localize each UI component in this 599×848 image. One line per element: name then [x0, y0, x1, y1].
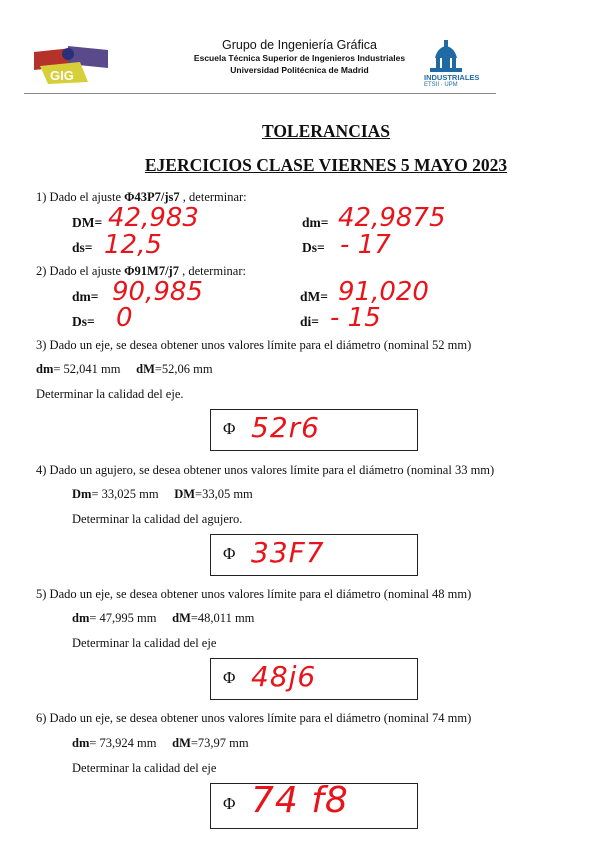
- ex5-phi: Φ: [223, 668, 236, 687]
- ex2-Ds-value: 0: [116, 303, 133, 333]
- ex4-phi: Φ: [223, 544, 236, 563]
- ex6-dM-label: dM: [172, 736, 191, 750]
- ex6-answer-box: [210, 780, 418, 829]
- ex3-answer-box: [210, 409, 418, 451]
- ex5-dm-label: dm: [72, 611, 90, 625]
- ex1-suffix: , determinar:: [179, 190, 247, 204]
- ex4-answer: 33F7: [251, 536, 325, 569]
- ex2-DM-value: 91,020: [338, 277, 429, 307]
- ex5-statement: 5) Dado un eje, se desea obtener unos valores límite para el diámetro (nominal 48 mm): [36, 587, 472, 601]
- svg-text:GIG: GIG: [50, 68, 74, 83]
- ex2-suffix: , determinar:: [178, 264, 246, 278]
- ex3-dM-value: =52,06 mm: [154, 362, 213, 376]
- ex3-dm-value: = 52,041 mm: [53, 362, 121, 376]
- ex2-prefix: 2) Dado el ajuste: [36, 264, 125, 278]
- ex1-ds-label: ds=: [72, 240, 93, 255]
- ex4-question: Determinar la calidad del agujero.: [72, 512, 243, 526]
- ex6-statement: 6) Dado un eje, se desea obtener unos valores límite para el diámetro (nominal 74 mm): [36, 711, 472, 725]
- ex5-answer: 48j6: [251, 660, 317, 693]
- header-school-name: Escuela Técnica Superior de Ingenieros Industriales: [193, 53, 406, 63]
- ex6-dM-value: =73,97 mm: [190, 736, 249, 750]
- ex1-dm-value: 42,9875: [338, 203, 446, 233]
- ex6-dm-label: dm: [72, 736, 90, 750]
- ex4-answer-box: [210, 534, 418, 576]
- ex5-answer-box: [210, 658, 418, 700]
- ex3-phi: Φ: [223, 419, 236, 438]
- ex2-fit: Φ91M7/j7: [124, 264, 179, 278]
- ex2-di-value: - 15: [330, 303, 381, 333]
- industriales-logo-sub: ETSII · UPM: [424, 82, 458, 88]
- industriales-logo-text: INDUSTRIALES: [424, 73, 480, 82]
- header-group-name: Grupo de Ingeniería Gráfica: [222, 38, 377, 52]
- ex1-DM-value: 42,983: [108, 203, 199, 233]
- ex1-fit: Φ43P7/js7: [124, 190, 180, 204]
- ex4-dM-label: DM: [174, 487, 196, 501]
- header-university-name: Universidad Politécnica de Madrid: [230, 65, 369, 75]
- ex1-ds-value: 12,5: [104, 230, 162, 260]
- ex4-statement: 4) Dado un agujero, se desea obtener unos valores límite para el diámetro (nominal 33 mm): [36, 463, 495, 477]
- ex1-dm-label: dm=: [302, 215, 329, 230]
- ex1-Ds-label: Ds=: [302, 240, 325, 255]
- ex6-question: Determinar la calidad del eje: [72, 761, 217, 775]
- ex2-Ds-label: Ds=: [72, 314, 95, 329]
- ex2-DM-label: dM=: [300, 289, 328, 304]
- page-subtitle: EJERCICIOS CLASE VIERNES 5 MAYO 2023: [144, 155, 508, 175]
- ex2-dm-label: dm=: [72, 289, 99, 304]
- ex6-limits: [72, 736, 249, 751]
- ex2-dm-value: 90,985: [112, 277, 203, 307]
- ex1-DM-label: DM=: [72, 215, 103, 230]
- ex3-answer: 52r6: [251, 411, 320, 444]
- ex4-dM-value: =33,05 mm: [195, 487, 253, 501]
- ex3-statement: 3) Dado un eje, se desea obtener unos valores límite para el diámetro (nominal 52 mm): [36, 338, 472, 352]
- ex1-Ds-value: - 17: [340, 230, 391, 260]
- ex6-dm-value: = 73,924 mm: [89, 736, 157, 750]
- ex5-limits: [72, 611, 254, 626]
- ex5-dM-label: dM: [172, 611, 191, 625]
- ex3-question: Determinar la calidad del eje.: [36, 387, 184, 401]
- ex3-dM-label: dM: [136, 362, 155, 376]
- ex5-question: Determinar la calidad del eje: [72, 636, 217, 650]
- ex3-limits: [36, 362, 213, 377]
- ex4-limits: [72, 487, 253, 502]
- ex2-di-label: di=: [300, 314, 319, 329]
- ex4-dm-value: = 33,025 mm: [91, 487, 159, 501]
- page-title: TOLERANCIAS: [261, 121, 391, 141]
- header-divider: [24, 93, 496, 94]
- ex1-prefix: 1) Dado el ajuste: [36, 190, 125, 204]
- ex5-dM-value: =48,011 mm: [190, 611, 255, 625]
- ex6-phi: Φ: [223, 794, 236, 813]
- ex3-dm-label: dm: [36, 362, 54, 376]
- ex6-answer: 74 f8: [251, 780, 349, 821]
- ex5-dm-value: = 47,995 mm: [89, 611, 157, 625]
- ex4-dm-label: Dm: [72, 487, 92, 501]
